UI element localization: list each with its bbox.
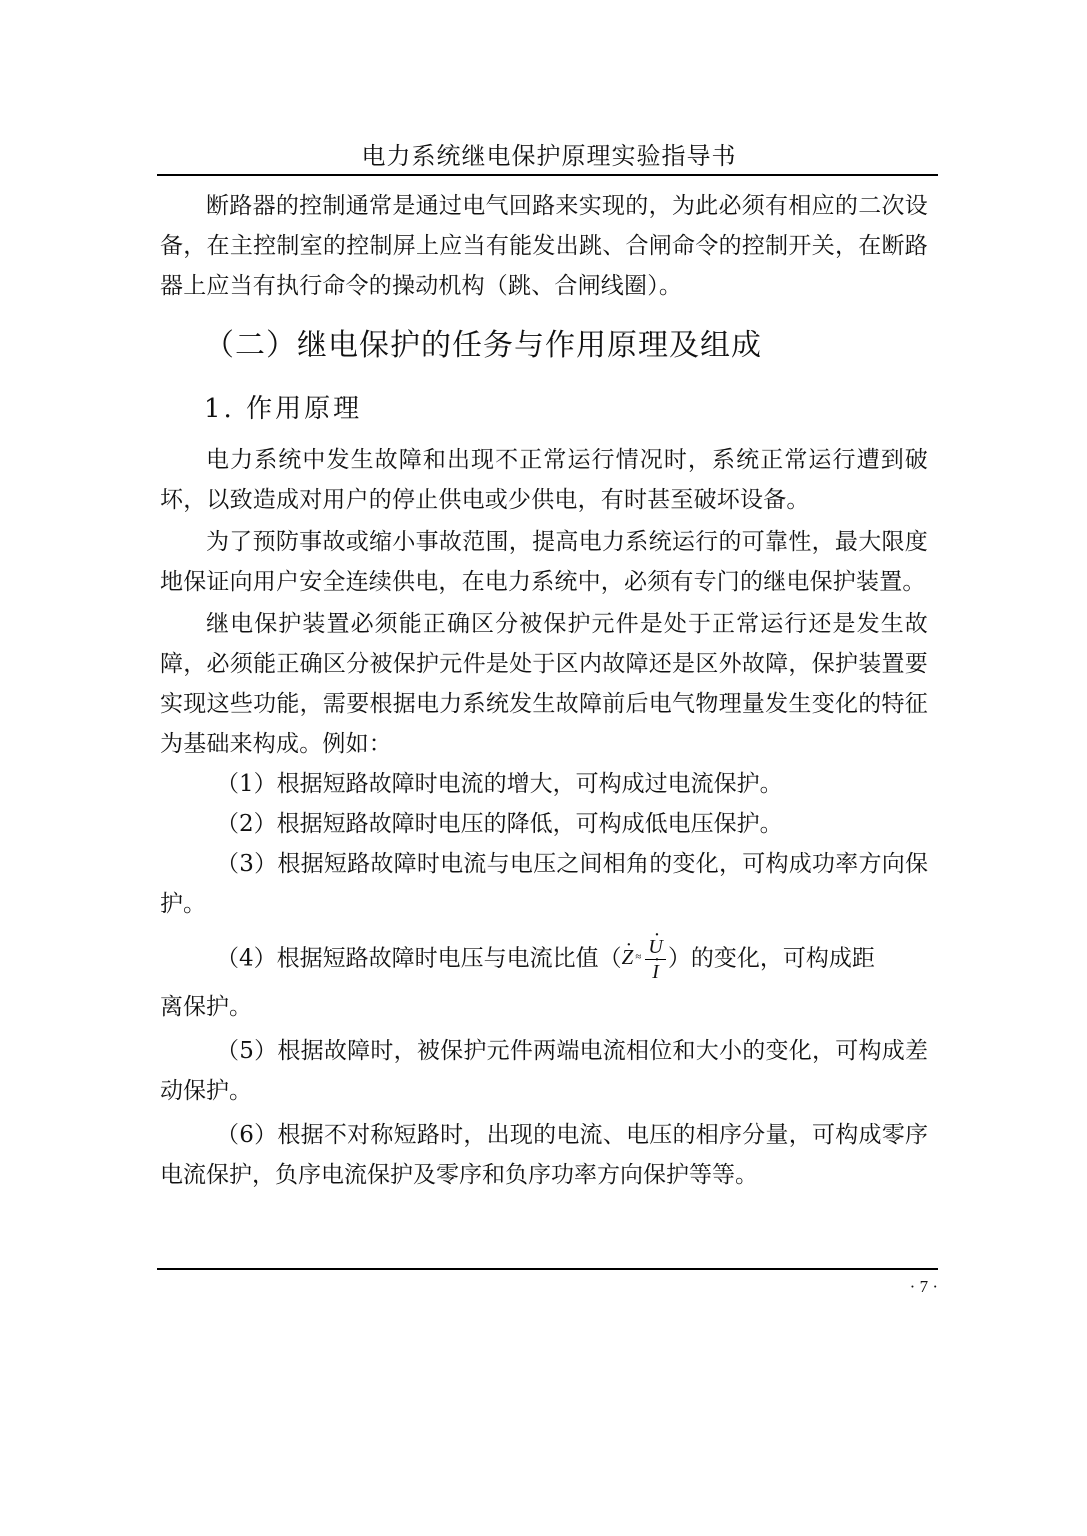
current-phasor: · I [652, 961, 659, 983]
voltage-current-fraction [645, 936, 665, 983]
footer-rule [157, 1268, 938, 1270]
item4-text-after: ）的变化，可构成距 [667, 945, 875, 972]
list-item-sequence: （6）根据不对称短路时，出现的电流、电压的相序分量，可构成零序电流保护，负序电流保护及零序和负序功率方向保护等等。 [160, 1122, 928, 1188]
fraction-denominator [652, 960, 659, 983]
paragraph-fault-impact: 电力系统中发生故障和出现不正常运行情况时，系统正常运行遭到破坏，以致造成对用户的停止供电或少供电，有时甚至破坏设备。 [160, 447, 928, 513]
header-rule [157, 174, 938, 176]
subsection-heading: 1. 作用原理 [204, 394, 363, 424]
paragraph-protection-need: 为了预防事故或缩小事故范围，提高电力系统运行的可靠性，最大限度地保证向用户安全连续供电，在电力系统中，必须有专门的继电保护装置。 [160, 529, 928, 595]
list-item-differential: （5）根据故障时，被保护元件两端电流相位和大小的变化，可构成差动保护。 [160, 1038, 928, 1104]
page-number: · 7 · [909, 1277, 938, 1296]
list-item-overcurrent: （1）根据短路故障时电流的增大，可构成过电流保护。 [216, 771, 783, 797]
list-item-distance-tail: 离保护。 [160, 994, 252, 1020]
intro-paragraph: 断路器的控制通常是通过电气回路来实现的，为此必须有相应的二次设备，在主控制室的控制屏上应当有能发出跳、合闸命令的控制开关，在断路器上应当有执行命令的操动机构（跳、合闸线圈）。 [160, 193, 928, 299]
list-item-power-direction: （3）根据短路故障时电流与电压之间相角的变化，可构成功率方向保护。 [160, 851, 928, 917]
approx-symbol: ≈ [635, 951, 642, 964]
impedance-symbol: · Z [622, 947, 634, 968]
list-item-distance [160, 936, 928, 983]
running-header-title: 电力系统继电保护原理实验指导书 [361, 142, 737, 170]
paragraph-protection-principle: 继电保护装置必须能正确区分被保护元件是处于正常运行还是发生故障，必须能正确区分被保护元件是处于区内故障还是区外故障，保护装置要实现这些功能，需要根据电力系统发生故障前后电气物理量发生变化的特征为基础来构成。例如： [160, 611, 928, 757]
list-item-undervoltage: （2）根据短路故障时电压的降低，可构成低电压保护。 [216, 811, 783, 837]
page-body [160, 186, 928, 1195]
section-heading: （二）继电保护的任务与作用原理及组成 [204, 328, 762, 363]
impedance-formula [622, 936, 668, 983]
voltage-phasor: · U [648, 936, 662, 958]
item4-text-before: （4）根据短路故障时电压与电流比值（ [216, 945, 622, 972]
